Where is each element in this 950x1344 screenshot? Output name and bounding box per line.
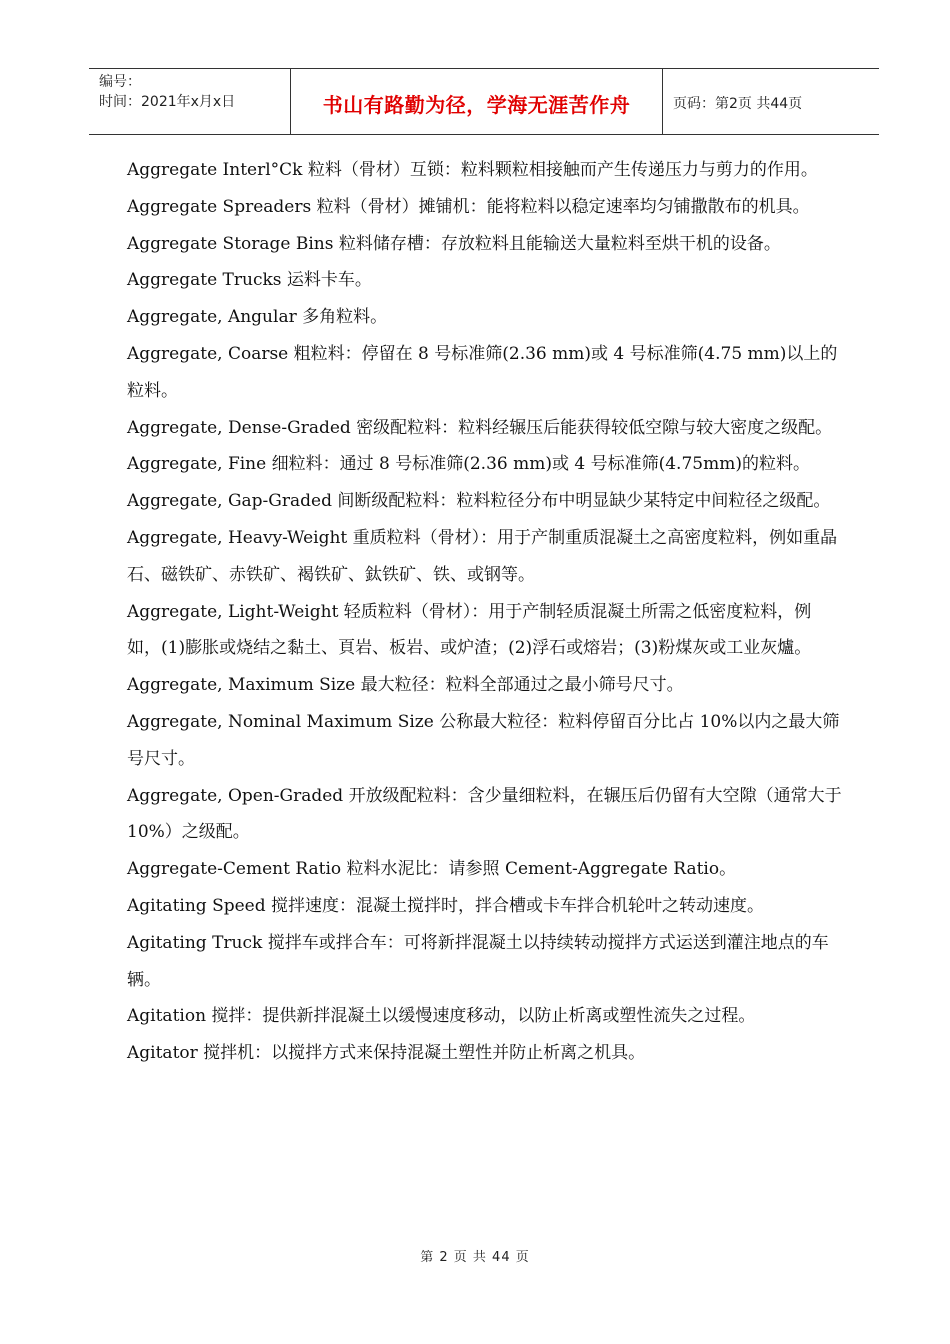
glossary-entry: Aggregate, Nominal Maximum Size 公称最大粒径：粒料停留百分比占 10%以内之最大筛号尺寸。	[127, 711, 840, 769]
glossary-content	[127, 152, 843, 1072]
glossary-entry: Aggregate, Coarse 粗粒料：停留在 8 号标准筛(2.36 mm)或 4 号标准筛(4.75 mm)以上的粒料。	[127, 343, 838, 401]
header-motto: 书山有路勤为径，学海无涯苦作舟	[291, 69, 663, 134]
glossary-entry: Aggregate, Light-Weight 轻质粒料（骨材）：用于产制轻质混凝土所需之低密度粒料，例如，(1)膨胀或烧结之黏土、頁岩、板岩、或炉渣；(2)浮石或熔岩；(3)粉煤灰或工业灰爐。	[127, 601, 812, 659]
glossary-entry: Agitating Speed 搅拌速度：混凝土搅拌时，拌合槽或卡车拌合机轮叶之转动速度。	[127, 895, 765, 916]
glossary-entry: Aggregate, Dense-Graded 密级配粒料：粒料经辗压后能获得较低空隙与较大密度之级配。	[127, 417, 833, 438]
time-label: 时间：2021年x月x日	[99, 94, 236, 110]
glossary-entry: Aggregate, Fine 细粒料：通过 8 号标准筛(2.36 mm)或 4 号标准筛(4.75mm)的粒料。	[127, 454, 810, 475]
glossary-entry: Agitator 搅拌机：以搅拌方式来保持混凝土塑性并防止析离之机具。	[127, 1043, 646, 1064]
glossary-entry: Agitation 搅拌：提供新拌混凝土以缓慢速度移动，以防止析离或塑性流失之过程。	[127, 1006, 756, 1027]
glossary-entry: Aggregate, Maximum Size 最大粒径：粒料全部通过之最小筛号尺寸。	[127, 675, 684, 696]
glossary-entry: Aggregate Trucks 运料卡车。	[127, 270, 372, 291]
glossary-entry: Aggregate, Angular 多角粒料。	[127, 307, 388, 328]
glossary-entry: Aggregate, Heavy-Weight 重质粒料（骨材）：用于产制重质混凝土之高密度粒料，例如重晶石、磁铁矿、赤铁矿、褐铁矿、鈦铁矿、铁、或钢等。	[127, 527, 838, 585]
page-header	[89, 68, 879, 135]
header-meta	[89, 69, 291, 134]
page-footer: 第 2 页 共 44 页	[420, 1250, 530, 1265]
header-page-info: 页码：第2页 共44页	[673, 95, 803, 112]
glossary-entry: Aggregate-Cement Ratio 粒料水泥比：请参照 Cement-Aggregate Ratio。	[127, 859, 737, 880]
glossary-entry: Aggregate Storage Bins 粒料储存槽：存放粒料且能输送大量粒料至烘干机的设备。	[127, 233, 781, 254]
glossary-entry: Aggregate, Gap-Graded 间断级配粒料：粒料粒径分布中明显缺少某特定中间粒径之级配。	[127, 491, 831, 512]
glossary-entry: Aggregate, Open-Graded 开放级配粒料：含少量细粒料，在辗压后仍留有大空隙（通常大于 10%）之级配。	[127, 785, 842, 843]
number-label: 编号：	[99, 74, 141, 90]
glossary-entry: Aggregate Spreaders 粒料（骨材）摊铺机：能将粒料以稳定速率均匀铺撒散布的机具。	[127, 196, 810, 217]
glossary-entry: Agitating Truck 搅拌车或拌合车：可将新拌混凝土以持续转动搅拌方式运送到灌注地点的车辆。	[127, 932, 829, 990]
glossary-entry: Aggregate Interl°Ck 粒料（骨材）互锁：粒料颗粒相接触而产生传递压力与剪力的作用。	[127, 160, 818, 180]
